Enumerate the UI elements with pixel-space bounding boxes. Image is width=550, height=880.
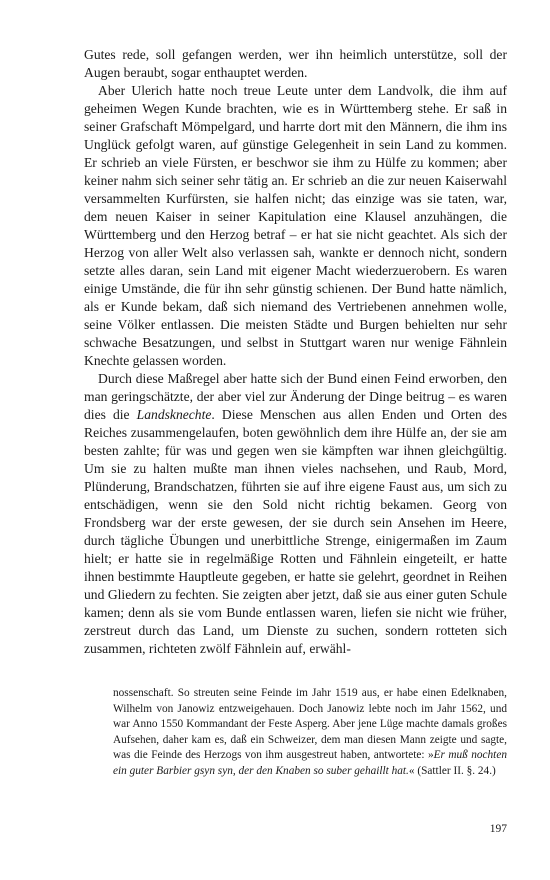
footnote-start: nossenschaft. So streuten seine Feinde im Jahr 1519 aus, er habe einen Edelknaben, Wilhelm von Janowiz entzweigehauen. Doch Janowiz lebte noch im Jahr 1562, und war Anno 1550 Kommandant der Feste Asperg. Aber jene Lüge machte damals großes Aufsehen, daher kam es, daß ein Schweizer, dem man diesen Mann zeigte und sagte, was die Feinde des Herzogs von ihm ausgestreut haben, antwortete: » — [113, 687, 507, 762]
paragraph-3 — [84, 370, 507, 658]
paragraph-3-rest: . Diese Menschen aus allen Enden und Orten des Reiches zusammengelaufen, boten gewöhnlich dem ihre Hülfe an, der sie am besten zahlte; für was und gegen wen sie kämpften war ihnen gleichgültig. Um sie zu halten mußte man ihnen vieles nachsehen, und Raub, Mord, Plünderung, Brandschatzen, führten sie auf ihre eigene Faust aus, um sich zu entschädigen, wenn sie den Sold nicht richtig bekamen. Georg von Frondsberg war der erste gewesen, der sie durch sein Ansehen im Heere, durch tägliche Übungen und unerbittliche Strenge, einigermaßen im Zaum hielt; er hatte sie in regelmäßige Rotten und Fähnlein eingeteilt, er hatte ihnen bestimmte Hauptleute gegeben, er hatte sie gelehrt, geordnet in Reihen und Gliedern zu fechten. Sie zeigten aber jetzt, daß sie aus einer guten Schule kamen; denn als sie vom Bunde entlassen waren, liefen sie nicht wie früher, zerstreut durch das Land, um Dienste zu suchen, sondern rotteten sich zusammen, richteten zwölf Fähnlein auf, erwähl- — [84, 407, 507, 656]
footnote-end: « (Sattler II. §. 24.) — [408, 764, 496, 777]
page-number: 197 — [489, 823, 507, 835]
paragraph-1: Gutes rede, soll gefangen werden, wer ihn heimlich unterstütze, soll der Augen beraubt, sogar enthauptet werden. — [84, 47, 507, 80]
footnote — [113, 686, 507, 780]
footnote-text — [113, 686, 507, 780]
footnote-quote: Er muß nochten ein guter Barbier gsyn syn, der den Knaben so suber gehaillt hat. — [113, 749, 507, 777]
paragraph-3-start: Durch diese Maßregel aber hatte sich der Bund einen Feind erworben, den man geringschätzte, der aber viel zur Änderung der Dinge beitrug – es waren dies die — [84, 371, 507, 422]
italic-term: Landsknechte — [136, 407, 212, 422]
paragraph-2: Aber Ulerich hatte noch treue Leute unter dem Landvolk, die ihm auf geheimen Wegen Kunde brachten, wie es in Württemberg stehe. Er saß in seiner Grafschaft Mömpelgard, und harrte dort mit den Männern, die ihm ins Unglück gefolgt waren, auf günstige Gelegenheit in sein Land zu kommen. Er schrieb an viele Fürsten, er beschwor sie ihm zu Hülfe zu kommen; aber keiner nahm sich seiner sehr tätig an. Er schrieb an die zur neuen Kaiserwahl versammelten Kurfürsten, sie halfen nicht; das einzige was sie taten, war, dem neuen Kaiser in seiner Kapitulation eine Klausel anzuhängen, die Württemberg und den Herzog betraf – er hat sie nicht geachtet. Als sich der Herzog von aller Welt also verlassen sah, wankte er dennoch nicht, sondern setzte alles daran, sein Land mit eigener Macht wiederzuerobern. Es waren einige Umstände, die für ihn sehr günstig schienen. Der Bund hatte nämlich, als er Kunde bekam, daß sich niemand des Vertriebenen annehmen wolle, seine Völker entlassen. Die meisten Städte und Burgen behielten nur sehr schwache Besatzungen, und selbst in Stuttgart waren nur wenige Fähnlein Knechte gelassen worden. — [84, 83, 507, 368]
main-text — [84, 46, 507, 658]
